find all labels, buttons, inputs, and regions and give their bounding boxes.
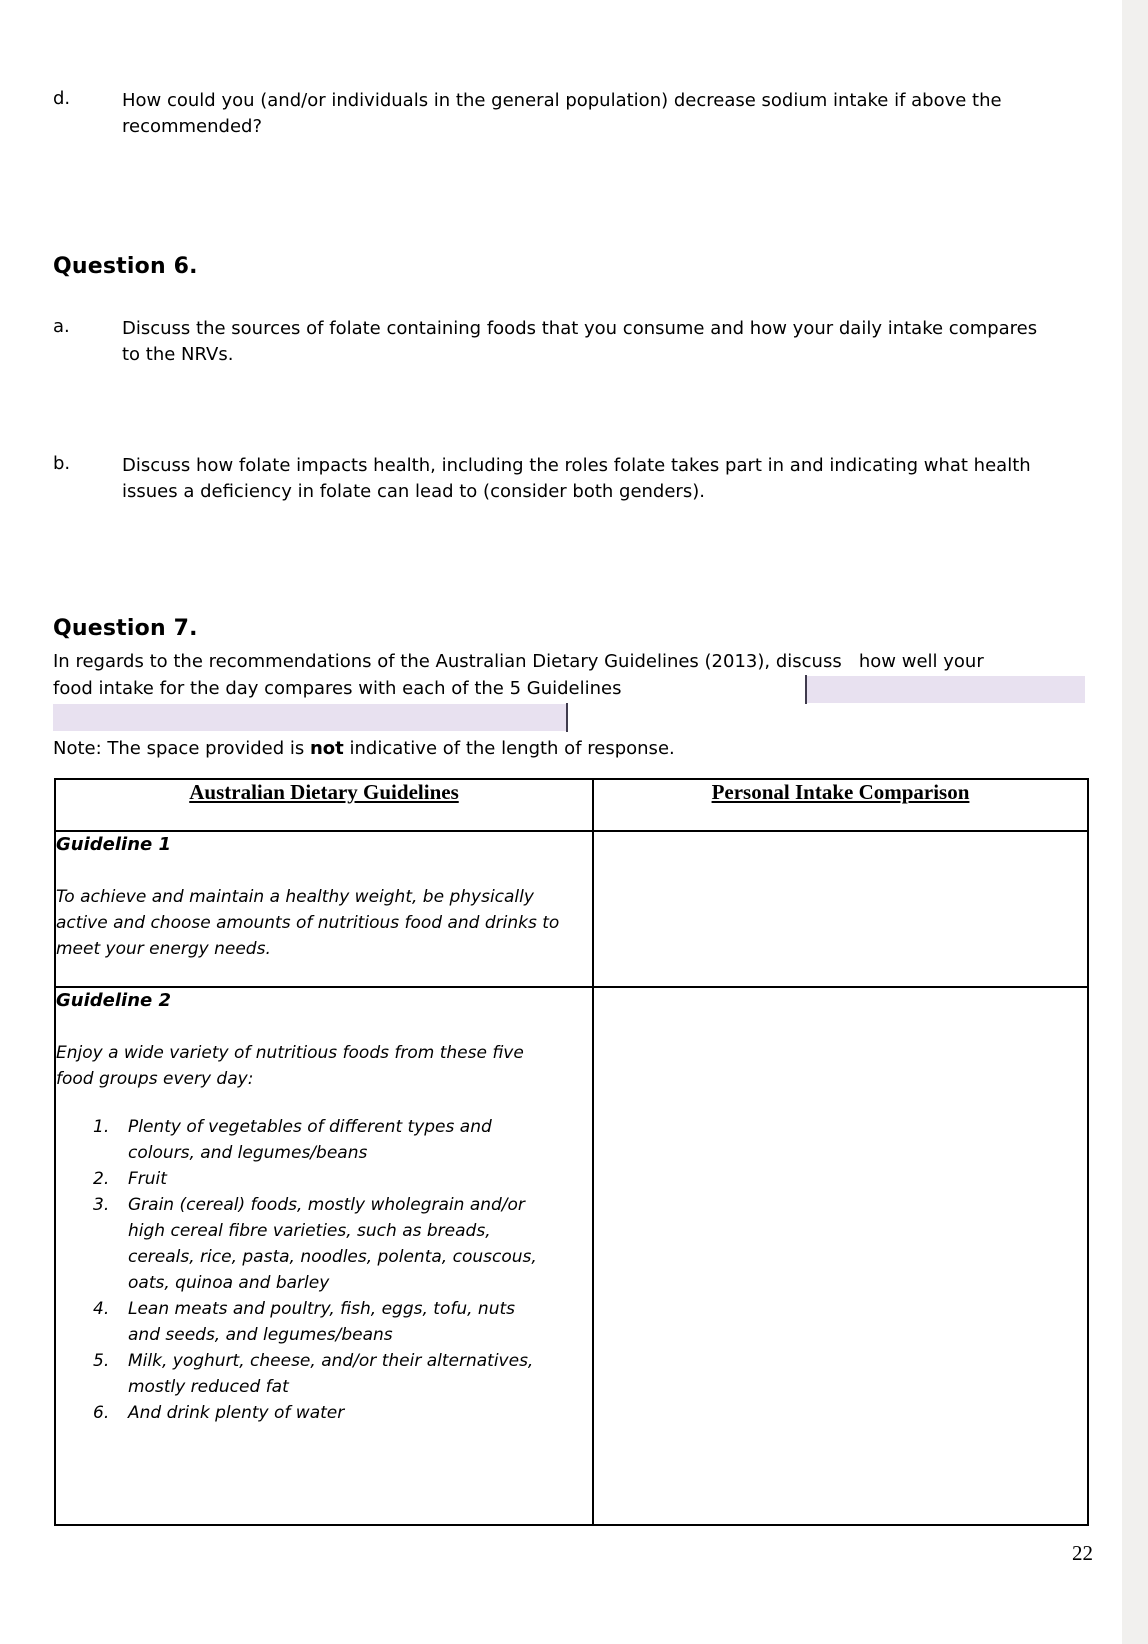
question-6-item-b: [53, 453, 1053, 505]
header-australian-dietary-guidelines: Australian Dietary Guidelines: [55, 779, 593, 831]
guideline-1-cell: [55, 831, 593, 987]
list-item: 2. Fruit: [93, 1169, 167, 1189]
note-suffix: indicative of the length of response.: [343, 738, 675, 759]
question-7-heading: Question 7.: [53, 616, 198, 641]
item-label-b: b.: [53, 453, 71, 474]
list-item: 1. Plenty of vegetables of different types and colours, and legumes/beans: [93, 1117, 492, 1163]
table-header-row: [55, 779, 1088, 831]
note-line: [53, 736, 675, 762]
guideline-1-comparison-cell[interactable]: [593, 831, 1088, 987]
item-label-a: a.: [53, 316, 70, 337]
question-d-item: [53, 88, 1053, 140]
guidelines-table: [54, 778, 1089, 1526]
question-6-item-a: [53, 316, 1053, 368]
page-number: 22: [1072, 1541, 1093, 1565]
text-highlight-bottom[interactable]: [53, 704, 567, 731]
question-7-intro-line-2: food intake for the day compares with each of the 5 Guidelines: [53, 678, 622, 699]
guideline-2-comparison-cell[interactable]: [593, 987, 1088, 1525]
guideline-1-title: Guideline 1: [56, 834, 172, 855]
item-text-d: How could you (and/or individuals in the general population) decrease sodium intake if above the recommended?: [122, 90, 1002, 137]
guideline-2-title: Guideline 2: [56, 990, 172, 1011]
header-personal-intake-comparison: Personal Intake Comparison: [593, 779, 1088, 831]
text-highlight-right[interactable]: [806, 676, 1085, 703]
guideline-1-text: To achieve and maintain a healthy weight, be physically active and choose amounts of nutritious food and drinks to meet your energy needs.: [56, 887, 560, 959]
note-prefix: Note: The space provided is: [53, 738, 310, 759]
text-cursor-left-of-highlight: [805, 675, 807, 704]
list-item: 3. Grain (cereal) foods, mostly wholegrain and/or high cereal fibre varieties, such as breads, cereals, rice, pasta, noodles, polenta, couscous, oats, quinoa and barley: [93, 1195, 537, 1293]
item-text-a: Discuss the sources of folate containing foods that you consume and how your daily intake compares to the NRVs.: [122, 318, 1038, 365]
page-right-edge: [1122, 0, 1148, 1644]
guideline-2-cell: [55, 987, 593, 1525]
guideline-1-row: [55, 831, 1088, 987]
question-7-intro-line-1: In regards to the recommendations of the Australian Dietary Guidelines (2013), discuss how well your: [53, 651, 984, 672]
list-item: 4. Lean meats and poultry, fish, eggs, tofu, nuts and seeds, and legumes/beans: [93, 1299, 515, 1345]
guideline-2-row: [55, 987, 1088, 1525]
guideline-2-food-group-list: [56, 1114, 592, 1426]
guideline-2-text: Enjoy a wide variety of nutritious foods from these five food groups every day:: [56, 1043, 524, 1089]
list-item: 5. Milk, yoghurt, cheese, and/or their alternatives, mostly reduced fat: [93, 1351, 534, 1397]
item-label-d: d.: [53, 88, 71, 109]
list-item: 6. And drink plenty of water: [93, 1403, 345, 1423]
note-bold-word: not: [309, 738, 344, 759]
question-6-heading: Question 6.: [53, 254, 198, 279]
text-cursor-right-of-highlight: [566, 703, 568, 732]
item-text-b: Discuss how folate impacts health, including the roles folate takes part in and indicating what health issues a deficiency in folate can lead to (consider both genders).: [122, 455, 1031, 502]
